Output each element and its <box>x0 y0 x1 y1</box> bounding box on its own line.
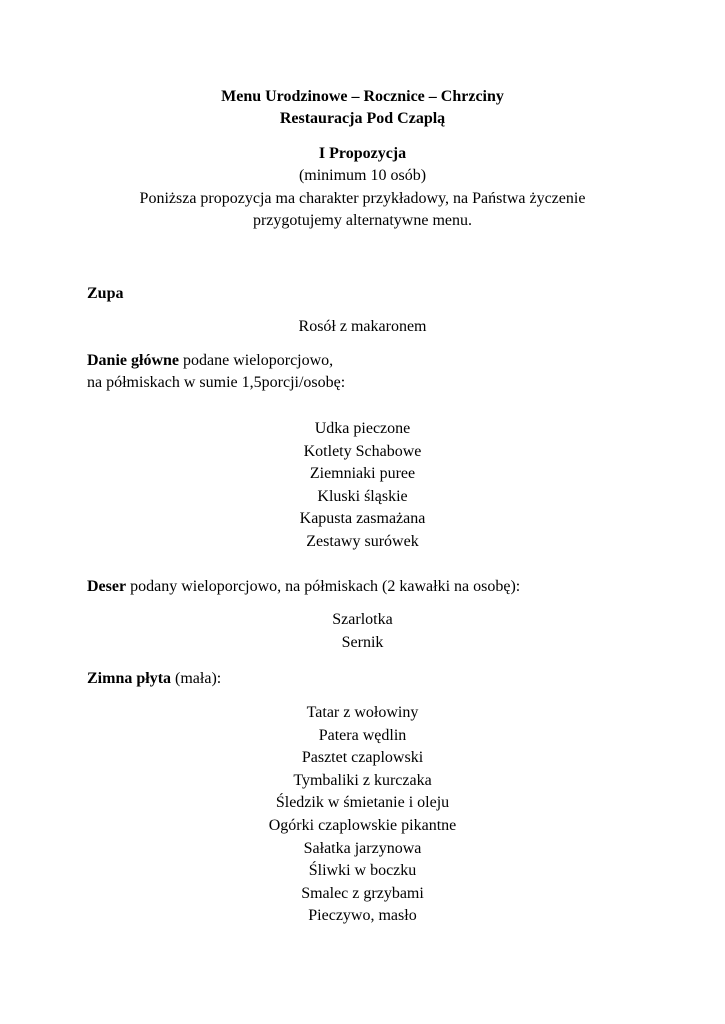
soup-item: Rosół z makaronem <box>298 318 427 335</box>
list-item: Śledzik w śmietanie i oleju <box>275 794 450 812</box>
main-course-desc-2: na półmiskach w sumie 1,5porcji/osobę: <box>87 374 346 391</box>
main-course-desc-1: podane wieloporcjowo, <box>179 352 334 369</box>
list-item: Patera wędlin <box>318 726 407 744</box>
list-item: Smalec z grzybami <box>301 884 424 902</box>
proposal-title: I Propozycja <box>318 145 407 162</box>
title-line-1: Menu Urodzinowe – Rocznice – Chrzciny <box>221 88 504 105</box>
note-line-2: przygotujemy alternatywne menu. <box>252 212 473 229</box>
main-course-heading: Danie główne <box>87 352 179 369</box>
list-item: Sernik <box>341 633 384 651</box>
dessert-heading: Deser <box>87 578 127 595</box>
soup-heading: Zupa <box>87 285 124 302</box>
list-item: Ziemniaki puree <box>309 465 416 483</box>
cold-plate-list <box>0 702 725 928</box>
list-item: Tatar z wołowiny <box>306 704 419 721</box>
list-item: Kotlety Schabowe <box>303 442 422 460</box>
list-item: Zestawy surówek <box>306 532 419 550</box>
list-item: Tymbaliki z kurczaka <box>293 771 432 789</box>
list-item: Pasztet czaplowski <box>301 749 424 767</box>
cold-plate-heading-line <box>87 668 687 691</box>
minimum-guests: (minimum 10 osób) <box>298 167 427 184</box>
cold-plate-desc: (mała): <box>171 670 222 687</box>
list-item: Śliwki w boczku <box>308 862 417 880</box>
main-course-heading-line <box>87 350 687 373</box>
note-line-1: Poniższa propozycja ma charakter przykładowy, na Państwa życzenie <box>139 190 586 207</box>
list-item: Pieczywo, masło <box>308 907 417 925</box>
list-item: Kluski śląskie <box>317 487 408 505</box>
dessert-list <box>0 609 725 654</box>
dessert-heading-line <box>87 576 687 599</box>
list-item: Szarlotka <box>332 611 393 628</box>
dessert-desc: podany wieloporcjowo, na półmiskach (2 kawałki na osobę): <box>126 578 521 595</box>
list-item: Ogórki czaplowskie pikantne <box>268 816 457 834</box>
list-item: Kapusta zasmażana <box>299 510 426 528</box>
main-course-list <box>0 418 725 554</box>
list-item: Udka pieczone <box>314 420 411 437</box>
list-item: Sałatka jarzynowa <box>303 839 422 857</box>
title-line-2: Restauracja Pod Czaplą <box>279 110 446 127</box>
cold-plate-heading: Zimna płyta <box>87 670 172 687</box>
